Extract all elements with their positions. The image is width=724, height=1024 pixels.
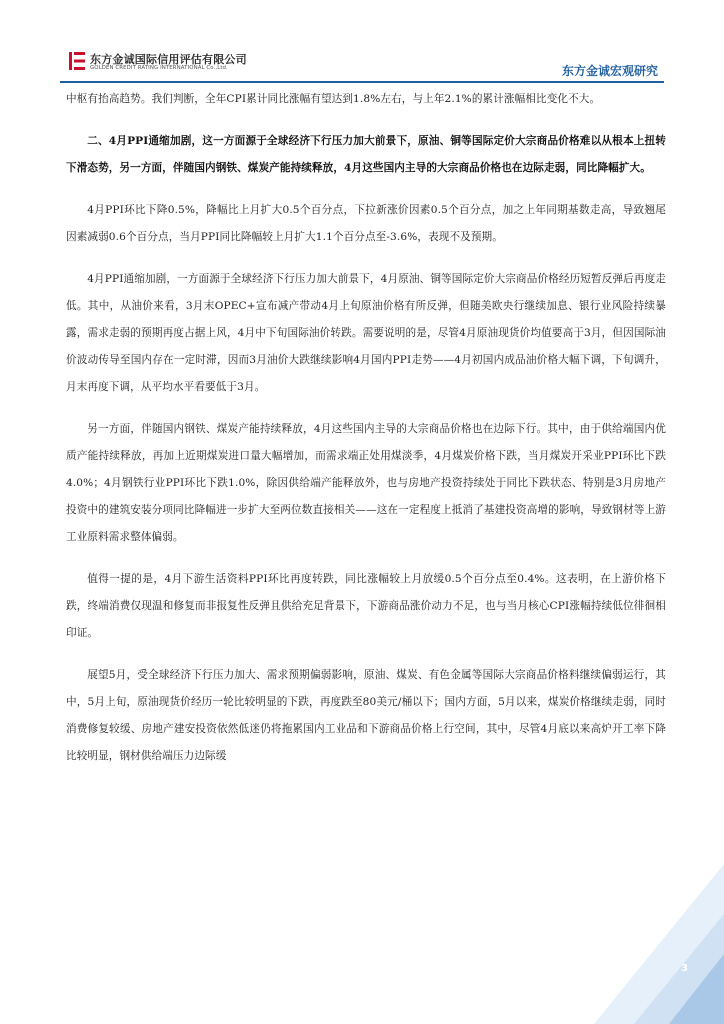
- paragraph-ppi-coal-steel: 另一方面，伴随国内钢铁、煤炭产能持续释放，4月这些国内主导的大宗商品价格也在边际下行。其中，由于供给端国内优质产能持续释放，再加上近期煤炭进口量大幅增加，而需求端正处用煤淡季，4月煤炭价格下跌，当月煤炭开采业PPI环比下跌4.0%；4月钢铁行业PPI环比下跌1.0%，除因供给端产能释放外，也与房地产投资持续处于同比下跌状态、特别是3月房地产投资中的建筑安装分项同比降幅进一步扩大至两位数直接相关——这在一定程度上抵消了基建投资高增的影响，导致钢材等上游工业原料需求整体偏弱。: [66, 423, 666, 543]
- paragraph-may-outlook: 展望5月，受全球经济下行压力加大、需求预期偏弱影响，原油、煤炭、有色金属等国际大宗商品价格料继续偏弱运行，其中，5月上旬，原油现货价经历一轮比较明显的下跌，再度跌至80美元/桶以下；国内方面，5月以来，煤炭价格继续走弱，同时消费修复较缓、房地产建安投资依然低迷仍将拖累国内工业品和下游商品价格上行空间，其中，尽管4月底以来高炉开工率下降比较明显，钢材供给端压力边际缓: [66, 669, 666, 762]
- paragraph-ppi-monthly: 4月PPI环比下降0.5%，降幅比上月扩大0.5个百分点，下拉新涨价因素0.5个百分点，加之上年同期基数走高，导致翘尾因素减弱0.6个百分点，当月PPI同比降幅较上月扩大1.1个百分点至-3.6%，表现不及预期。: [66, 204, 666, 243]
- section-heading-ppi: 二、4月PPI通缩加剧，这一方面源于全球经济下行压力加大前景下，原油、铜等国际定价大宗商品价格难以从根本上扭转下滑态势，另一方面，伴随国内钢铁、煤炭产能持续释放，4月这些国内主导的大宗商品价格也在边际走弱，同比降幅扩大。: [66, 135, 666, 174]
- page-number: 3: [681, 963, 688, 974]
- corner-decoration-icon: [594, 824, 724, 1024]
- paragraph-ppi-downstream: 值得一提的是，4月下游生活资料PPI环比再度转跌，同比涨幅较上月放缓0.5个百分点至0.4%。这表明，在上游价格下跌，终端消费仅现温和修复而非报复性反弹且供给充足背景下，下游商品涨价动力不足，也与当月核心CPI涨幅持续低位徘徊相印证。: [66, 573, 666, 639]
- page-header: [40, 44, 676, 84]
- document-body: [66, 86, 666, 785]
- report-series-title: 东方金诚宏观研究: [561, 64, 658, 78]
- company-logo-icon: [68, 50, 86, 72]
- paragraph-cpi-continuation: 中枢有抬高趋势。我们判断，全年CPI累计同比涨幅有望达到1.8%左右，与上年2.1%的累计涨幅相比变化不大。: [66, 93, 601, 105]
- header-divider: [60, 81, 664, 83]
- paragraph-ppi-oil: 4月PPI通缩加剧，一方面源于全球经济下行压力加大前景下，4月原油、铜等国际定价大宗商品价格经历短暂反弹后再度走低。其中，从油价来看，3月末OPEC+宣布减产带动4月上旬原油价格有所反弹，但随美欧央行继续加息、银行业风险持续暴露，需求走弱的预期再度占据上风，4月中下旬国际油价转跌。需要说明的是，尽管4月原油现货价均值要高于3月，但因国际油价波动传导至国内存在一定时滞，因而3月油价大跌继续影响4月国内PPI走势——4月初国内成品油价格大幅下调，下旬调升，月末再度下调，从平均水平看要低于3月。: [66, 273, 666, 393]
- company-name-cn: 东方金诚国际信用评估有限公司: [90, 53, 247, 66]
- company-name-en: GOLDEN CREDIT RATING INTERNATIONAL Co.,Ltd.: [90, 65, 228, 71]
